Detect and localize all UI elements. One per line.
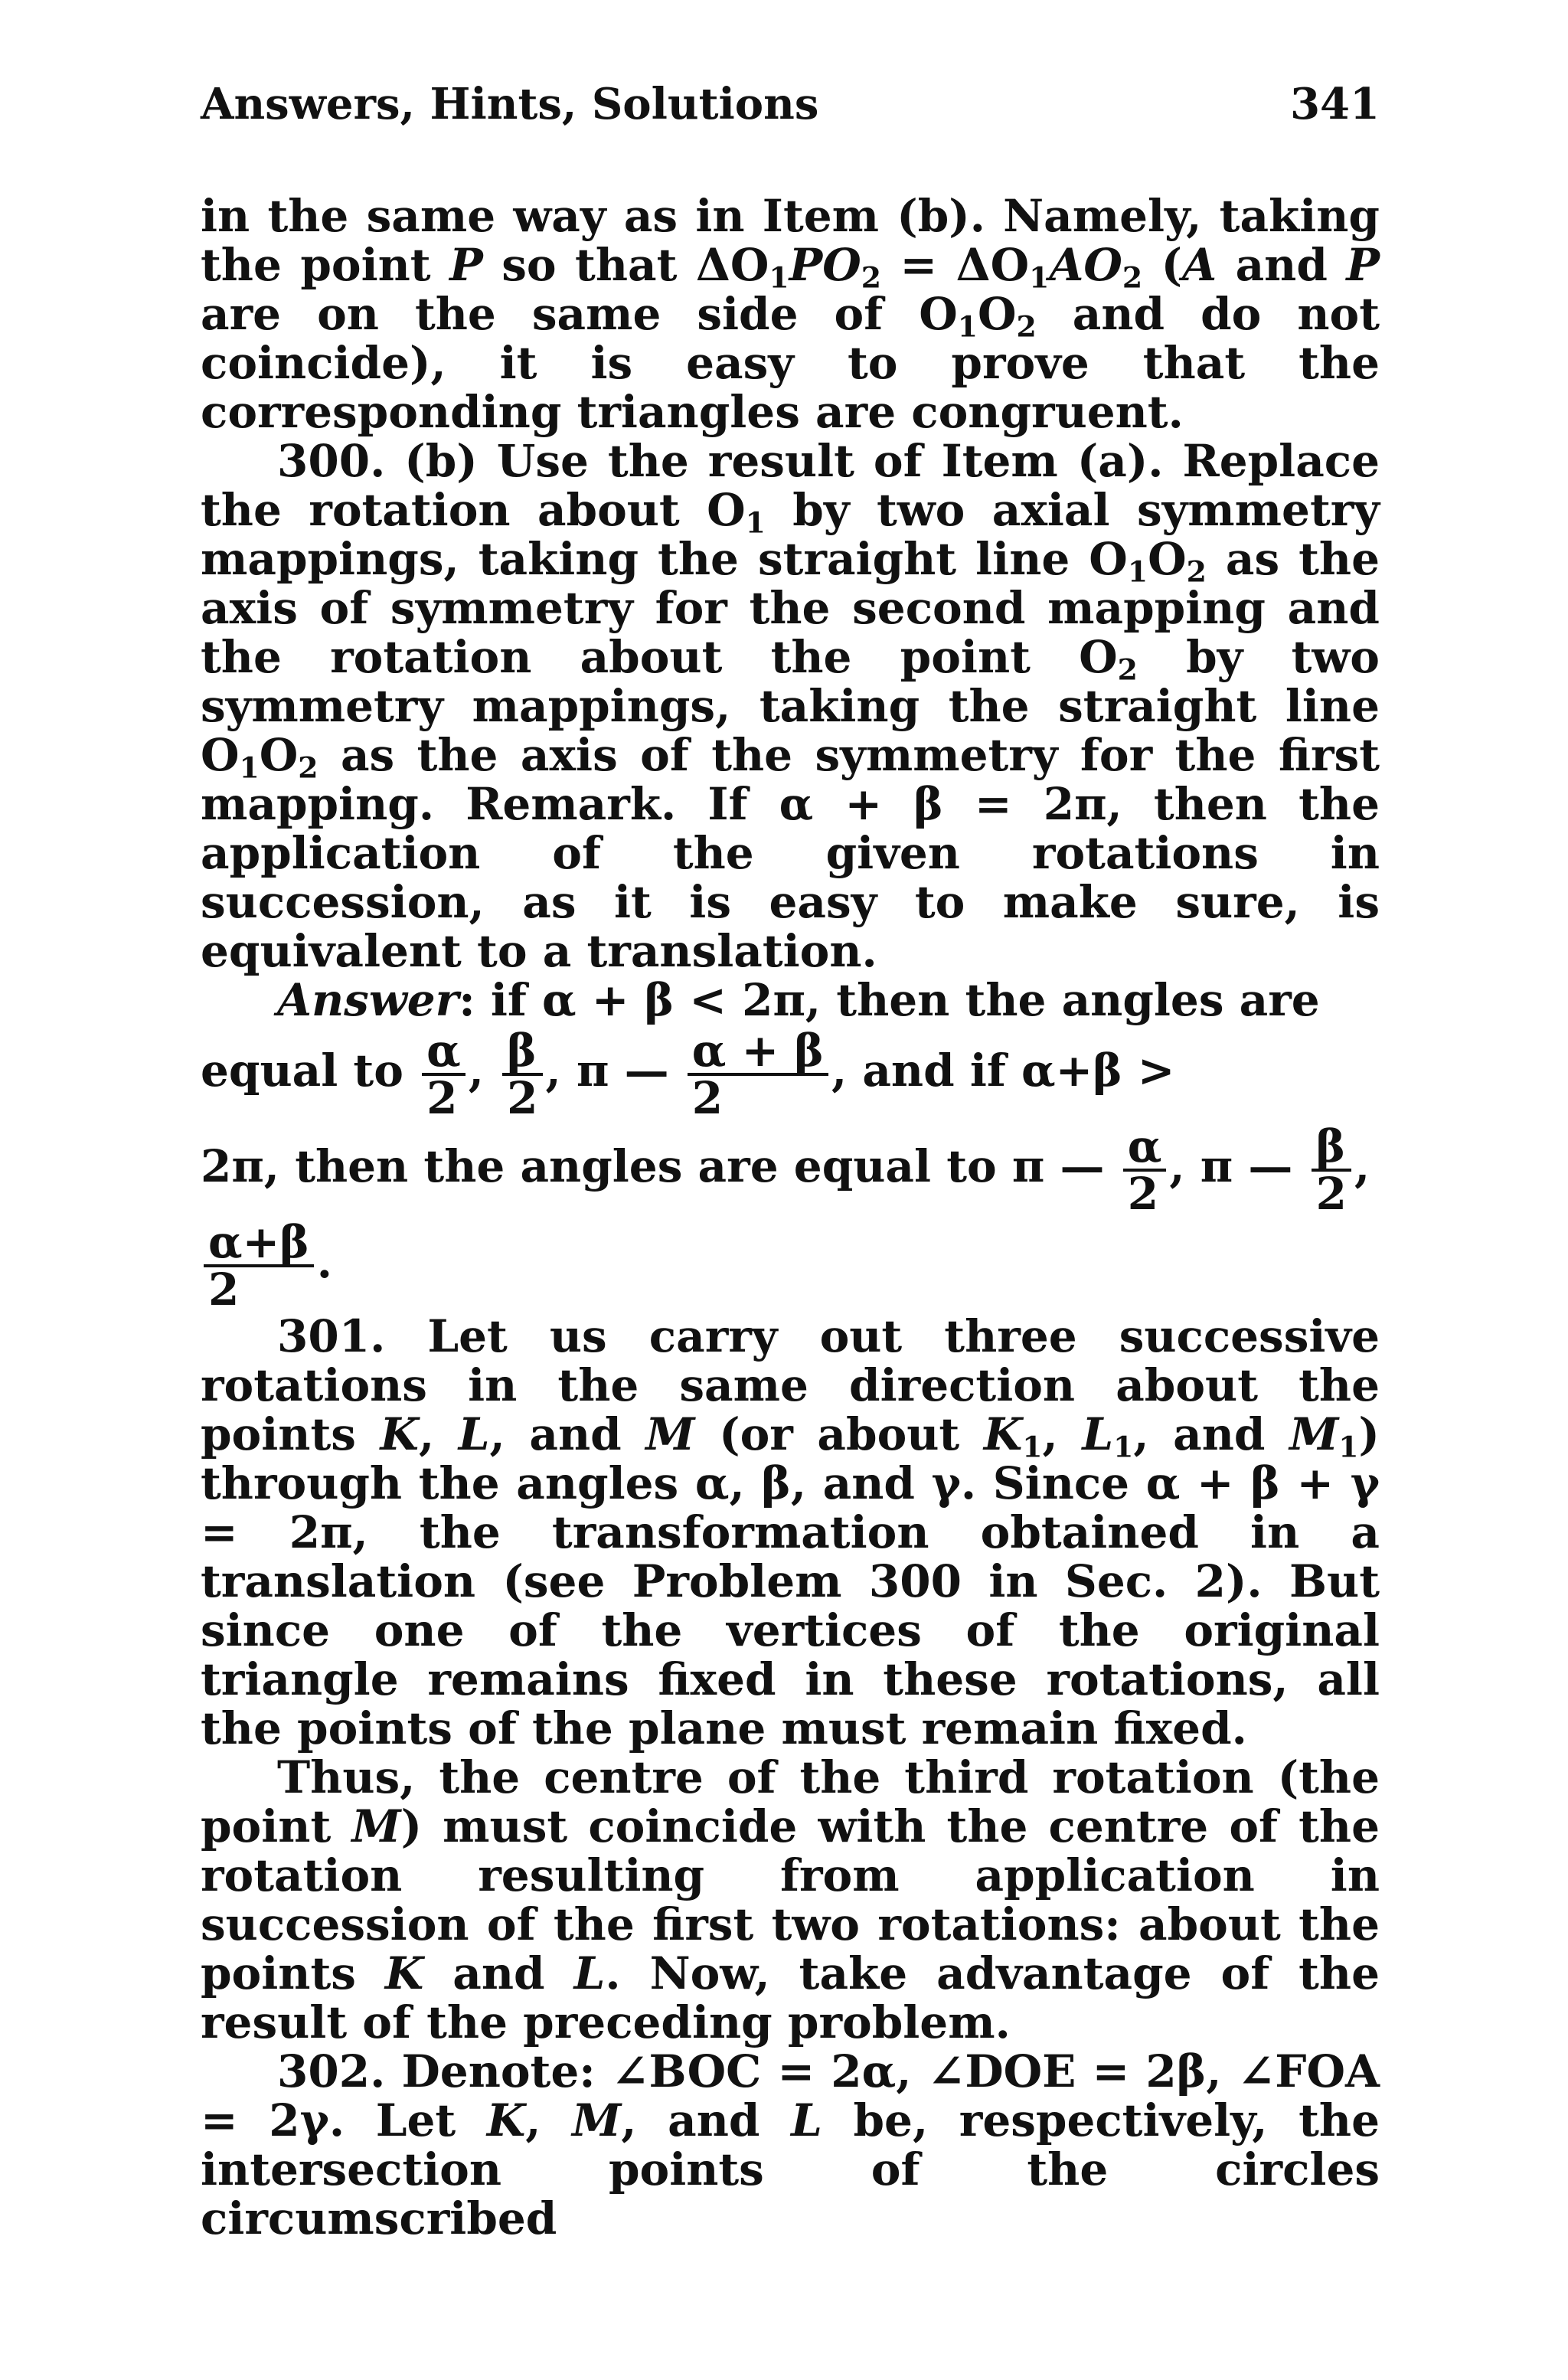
page-body [201, 191, 1380, 2243]
fraction-beta-2: $\frac{\beta}{2}$ [502, 1028, 542, 1120]
solution-300: 300. (b) Use the result of Item (a). Replace the rotation about $O_1$ by two axial symmetry mappings, taking the straight line $O_1O_2$ as the axis of symmetry for the second mapping and the rotation about the point $O_2$ by two symmetry mappings, taking the straight line $O_1O_2$ as the axis of the symmetry for the first mapping. Remark. If α + β = 2π, then the application of the given rotations in succession, as it is easy to make sure, is equivalent to a translation. [201, 435, 1380, 977]
solution-301: 301. Let us carry out three successive rotations in the same direction about the points K, L, and M (or about $K_1$, $L_1$, and $M_1$) through the angles α, β, and γ. Since α + β + γ = 2π, the transformation obtained in a translation (see Problem 300 in Sec. 2). But since one of the vertices of the original triangle remains fixed in these rotations, all the points of the plane must remain fixed. [201, 1310, 1380, 1754]
remark-label: Remark. [466, 778, 677, 830]
paragraph-continuation: in the same way as in Item (b). Namely, taking the point P so that $\Delta O_1PO_2 = \Delta O_1AO_2$ (A and P are on the same side of $O_1O_2$ and do not coincide), it is easy to prove that the corresponding triangles are congruent. [201, 190, 1380, 438]
answer-formula-line-1: equal to $\frac{\alpha}{2}$ , $\frac{\beta}{2}$ , π — $\frac{\alpha + \beta}{2}$ , and if α+β > [201, 1025, 1175, 1124]
running-header [201, 74, 1380, 135]
answer-label: Answer [277, 974, 459, 1026]
fraction-alpha-plus-beta-2b: $\frac{\alpha+\beta}{2}$ [204, 1220, 314, 1312]
answer-300: Answer: if α + β < 2π, then the angles are [277, 974, 1320, 1026]
running-title: Answers, Hints, Solutions [201, 79, 819, 129]
fraction-alpha-2b: $\frac{\alpha}{2}$ [1123, 1124, 1167, 1216]
fraction-alpha-plus-beta-2: $\frac{\alpha + \beta}{2}$ [688, 1028, 828, 1120]
answer-formula-line-3: $\frac{\alpha+\beta}{2}$ . [201, 1216, 1380, 1312]
page-number: 341 [1290, 79, 1380, 129]
solution-301-continued: Thus, the centre of the third rotation (the point M) must coincide with the centre of the rotation resulting from application in succession of the first two rotations: about the points K and L. Now, take advantage of the result of the preceding problem. [201, 1751, 1380, 2048]
answer-formula-line-2: 2π, then the angles are equal to π — $\frac{\alpha}{2}$ , π — $\frac{\beta}{2}$ , [201, 1120, 1370, 1220]
solution-302: 302. Denote: ∠BOC = 2α, ∠DOE = 2β, ∠FOA = 2γ. Let K, M, and L be, respectively, the intersection points of the circles circumscribed [201, 2045, 1380, 2244]
fraction-alpha-2: $\frac{\alpha}{2}$ [422, 1028, 466, 1120]
fraction-beta-2b: $\frac{\beta}{2}$ [1312, 1124, 1351, 1216]
